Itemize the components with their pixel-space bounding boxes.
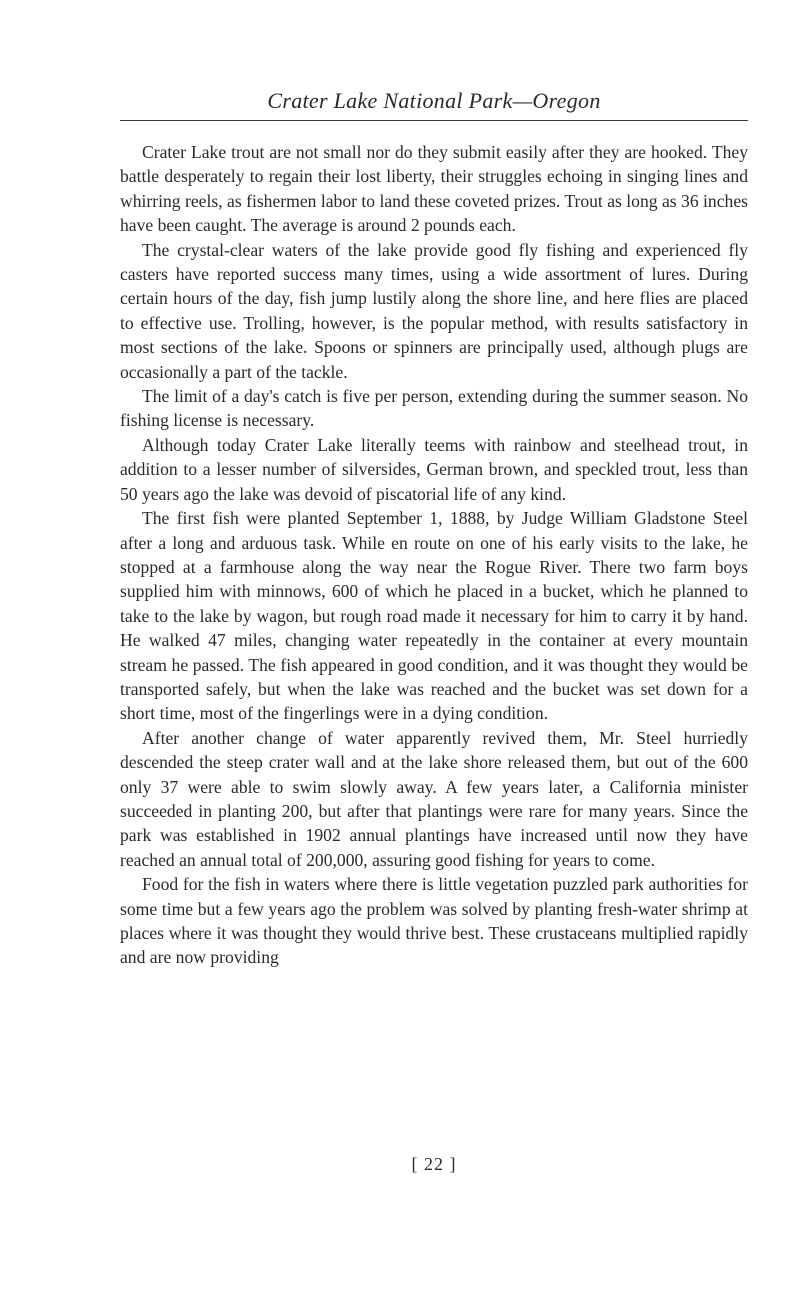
paragraph: The first fish were planted September 1, 1888, by Judge William Gladstone Steel after a long and arduous task. While en route on one of his early visits to the lake, he stopped at a farmhouse along the way near the Rogue River. There two farm boys supplied him with minnows, 600 of which he placed in a bucket, which he planned to take to the lake by wagon, but rough road made it necessary for him to carry it by hand. He walked 47 miles, changing water repeatedly in the container at every mountain stream he passed. The fish appeared in good condition, and it was thought they would be transported safely, but when the lake was reached and the bucket was set down for a short time, most of the fingerlings were in a dying condition. (120, 508, 748, 724)
running-head-title: Crater Lake National Park—Oregon (267, 88, 601, 113)
paragraph: Food for the fish in waters where there is little vegetation puzzled park authorities for some time but a few years ago the problem was solved by planting fresh-water shrimp at places where it was thought they would thrive best. These crustaceans multiplied rapidly and are now providing (120, 874, 748, 968)
paragraph: The limit of a day's catch is five per person, extending during the summer season. No fishing license is necessary. (120, 386, 748, 431)
page-number: [ 22 ] (411, 1154, 457, 1174)
body-text (120, 140, 748, 970)
header-rule (120, 120, 748, 121)
book-page (120, 0, 748, 1296)
paragraph: Although today Crater Lake literally teems with rainbow and steelhead trout, in addition to a lesser number of silversides, German brown, and speckled trout, less than 50 years ago the lake was devoid of piscatorial life of any kind. (120, 434, 748, 504)
paragraph: The crystal-clear waters of the lake provide good fly fishing and experienced fly casters have reported success many times, using a wide assortment of lures. During certain hours of the day, fish jump lustily along the shore line, and here flies are placed to effective use. Trolling, however, is the popular method, with results satisfactory in most sections of the lake. Spoons or spinners are principally used, although plugs are occasionally a part of the tackle. (120, 239, 748, 382)
paragraph: After another change of water apparently revived them, Mr. Steel hurriedly descended the steep crater wall and at the lake shore released them, but out of the 600 only 37 were able to swim slowly away. A few years later, a California minister succeeded in planting 200, but after that plantings were rare for many years. Since the park was established in 1902 annual plantings have increased until now they have reached an annual total of 200,000, assuring good fishing for years to come. (120, 727, 748, 870)
paragraph: Crater Lake trout are not small nor do they submit easily after they are hooked. They battle desperately to regain their lost liberty, their struggles echoing in singing lines and whirring reels, as fishermen labor to land these coveted prizes. Trout as long as 36 inches have been caught. The average is around 2 pounds each. (120, 142, 748, 236)
